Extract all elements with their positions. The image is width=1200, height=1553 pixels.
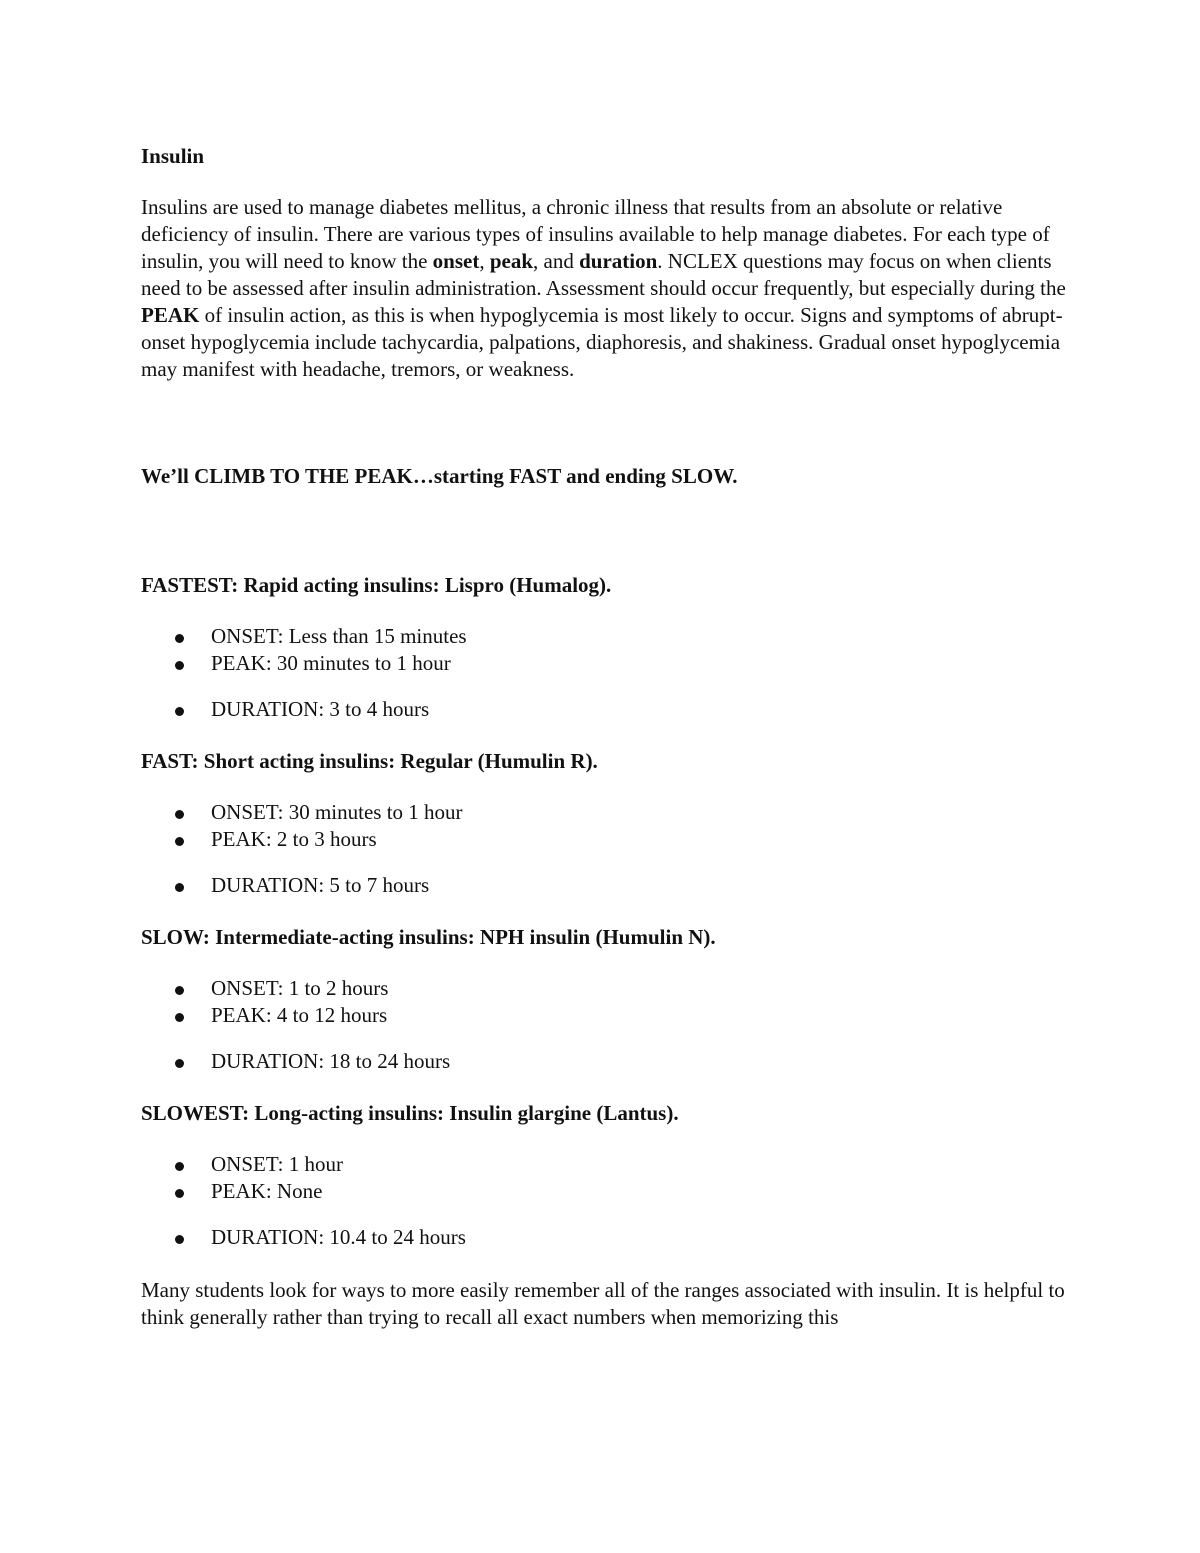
section-heading-slowest: SLOWEST: Long-acting insulins: Insulin glargine (Lantus). bbox=[141, 1101, 679, 1125]
list-item bbox=[141, 1151, 1071, 1178]
list-item bbox=[141, 1002, 1071, 1029]
list-item bbox=[141, 872, 1071, 899]
intro-text-5: of insulin action, as this is when hypoglycemia is most likely to occur. Signs and symptoms of abrupt-onset hypoglycemia include tachycardia, palpations, diaphoresis, and shakiness. Gradual onset hypoglycemia may manifest with headache, tremors, or weakness. bbox=[141, 303, 1063, 381]
document-content bbox=[141, 143, 1071, 1331]
bullet-icon bbox=[175, 634, 184, 643]
list-item bbox=[141, 975, 1071, 1002]
bullet-icon bbox=[175, 1235, 184, 1244]
list-item-text: PEAK: 2 to 3 hours bbox=[211, 827, 377, 851]
list-item-text: DURATION: 5 to 7 hours bbox=[211, 873, 430, 897]
list-item-text: DURATION: 3 to 4 hours bbox=[211, 697, 430, 721]
section-heading-fast: FAST: Short acting insulins: Regular (Humulin R). bbox=[141, 749, 598, 773]
bullet-list-slow bbox=[141, 975, 1071, 1075]
bullet-icon bbox=[175, 883, 184, 892]
bullet-icon bbox=[175, 1059, 184, 1068]
list-item bbox=[141, 1178, 1071, 1205]
list-item-text: PEAK: None bbox=[211, 1179, 323, 1203]
tagline: We’ll CLIMB TO THE PEAK…starting FAST and ending SLOW. bbox=[141, 464, 738, 488]
list-item bbox=[141, 799, 1071, 826]
list-item-text: DURATION: 10.4 to 24 hours bbox=[211, 1225, 466, 1249]
intro-bold-peak: peak bbox=[489, 249, 534, 273]
list-item-text: PEAK: 30 minutes to 1 hour bbox=[211, 651, 451, 675]
bullet-icon bbox=[175, 1189, 184, 1198]
list-item bbox=[141, 1048, 1071, 1075]
bullet-icon bbox=[175, 707, 184, 716]
bullet-list-slowest bbox=[141, 1151, 1071, 1251]
list-item-text: ONSET: Less than 15 minutes bbox=[211, 624, 467, 648]
closing-paragraph: Many students look for ways to more easily remember all of the ranges associated with insulin. It is helpful to think generally rather than trying to recall all exact numbers when memorizing this bbox=[141, 1278, 1065, 1329]
bullet-icon bbox=[175, 661, 184, 670]
intro-text-4: . NCLEX questions may focus on when clients need to be assessed after insulin administration. Assessment should occur frequently, but especially during the bbox=[141, 249, 1066, 300]
bullet-icon bbox=[175, 1162, 184, 1171]
page-title: Insulin bbox=[141, 144, 205, 168]
list-item-text: DURATION: 18 to 24 hours bbox=[211, 1049, 451, 1073]
list-item-text: ONSET: 1 hour bbox=[211, 1152, 343, 1176]
list-item bbox=[141, 1224, 1071, 1251]
intro-bold-onset: onset bbox=[432, 249, 480, 273]
intro-text-2: , bbox=[479, 249, 490, 273]
bullet-icon bbox=[175, 810, 184, 819]
bullet-icon bbox=[175, 1013, 184, 1022]
intro-text-1: Insulins are used to manage diabetes mellitus, a chronic illness that results from an absolute or relative deficiency of insulin. There are various types of insulins available to help manage diabetes. For each type of insulin, you will need to know the bbox=[141, 195, 1050, 273]
intro-text-3: , and bbox=[533, 249, 580, 273]
bullet-icon bbox=[175, 837, 184, 846]
list-item bbox=[141, 623, 1071, 650]
list-item-text: PEAK: 4 to 12 hours bbox=[211, 1003, 388, 1027]
bullet-icon bbox=[175, 986, 184, 995]
bullet-list-fast bbox=[141, 799, 1071, 899]
list-item-text: ONSET: 30 minutes to 1 hour bbox=[211, 800, 463, 824]
section-heading-slow: SLOW: Intermediate-acting insulins: NPH insulin (Humulin N). bbox=[141, 925, 716, 949]
list-item bbox=[141, 826, 1071, 853]
list-item-text: ONSET: 1 to 2 hours bbox=[211, 976, 389, 1000]
list-item bbox=[141, 650, 1071, 677]
list-item bbox=[141, 696, 1071, 723]
intro-bold-duration: duration bbox=[579, 249, 658, 273]
section-heading-fastest: FASTEST: Rapid acting insulins: Lispro (Humalog). bbox=[141, 573, 612, 597]
intro-bold-peak-caps: PEAK bbox=[141, 303, 200, 327]
bullet-list-fastest bbox=[141, 623, 1071, 723]
intro-paragraph bbox=[141, 194, 1071, 383]
